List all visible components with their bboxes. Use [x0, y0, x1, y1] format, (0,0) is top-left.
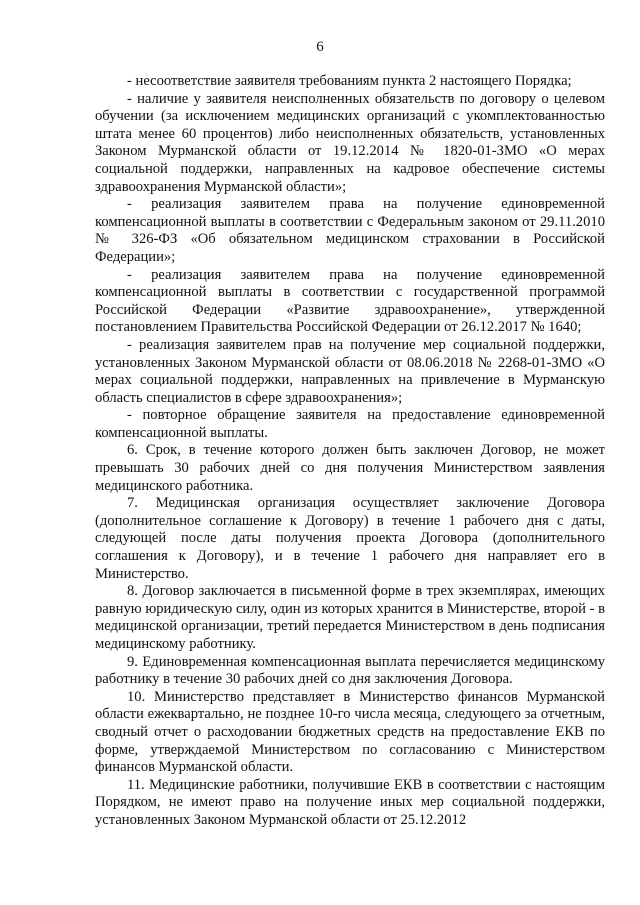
paragraph-reason-requirements: - несоответствие заявителя требованиям пункта 2 настоящего Порядка;	[127, 73, 572, 89]
paragraph-item-6: 6. Срок, в течение которого должен быть заключен Договор, не может превышать 30 рабочих дней со дня получения Министерством заявления медицинского работника.	[95, 442, 605, 494]
document-body	[95, 73, 605, 830]
paragraph-reason-repeat-application: - повторное обращение заявителя на предоставление единовременной компенсационной выплаты.	[95, 407, 605, 441]
paragraph-item-9: 9. Единовременная компенсационная выплата перечисляется медицинскому работнику в течение 30 рабочих дней со дня заключения Договора.	[95, 653, 605, 688]
paragraph-item-7: 7. Медицинская организация осуществляет заключение Договора (дополнительное соглашение к Договору) в течение 1 рабочего дня с даты, следующей после даты получения проекта Договора (дополнительного соглашения к Договору), и в течение 1 рабочего дня направляет его в Министерство.	[95, 495, 605, 582]
paragraph-reason-federal-law-326: - реализация заявителем права на получение единовременной компенсационной выплаты в соответствии с Федеральным законом от 29.11.2010 № 326-ФЗ «Об обязательном медицинском страховании в Российской Федерации»;	[95, 196, 605, 265]
paragraph-item-8: 8. Договор заключается в письменной форме в трех экземплярах, имеющих равную юридическую силу, один из которых хранится в Министерстве, второй - в медицинской организации, третий передается Министерством в день подписания медицинскому работнику.	[95, 583, 605, 652]
paragraph-item-11: 11. Медицинские работники, получившие ЕКВ в соответствии с настоящим Порядком, не имеют право на получение иных мер социальной поддержки, установленных Законом Мурманской области от 25.12.2012	[95, 776, 605, 828]
paragraph-reason-regional-law-2268: - реализация заявителем прав на получение мер социальной поддержки, установленных Законом Мурманской области от 08.06.2018 № 2268-01-ЗМО «О мерах социальной поддержки, направленных на привлечение в Мурманскую область специалистов в сфере здравоохранения»;	[95, 336, 605, 406]
paragraph-reason-unfulfilled-obligations: - наличие у заявителя неисполненных обязательств по договору о целевом обучении (за исключением медицинских организаций с укомплектованностью штата менее 60 процентов) либо неисполненных обязательств, установленных Законом Мурманской области от 19.12.2014 № 1820-01-ЗМО «О мерах социальной поддержки, направленных на кадровое обеспечение системы здравоохранения Мурманской области»;	[95, 90, 605, 195]
paragraph-reason-state-program: - реализация заявителем права на получение единовременной компенсационной выплаты в соответствии с государственной программой Российской Федерации «Развитие здравоохранение», утвержденной постановлением Правительства Российской Федерации от 26.12.2017 № 1640;	[95, 266, 605, 336]
page-number: 6	[316, 39, 324, 55]
paragraph-item-10: 10. Министерство представляет в Министерство финансов Мурманской области ежеквартально, не позднее 10-го числа месяца, следующего за отчетным, сводный отчет о расходовании бюджетных средств на предоставление ЕКВ по форме, утверждаемой Министерством по согласованию с Министерством финансов Мурманской области.	[95, 688, 605, 776]
